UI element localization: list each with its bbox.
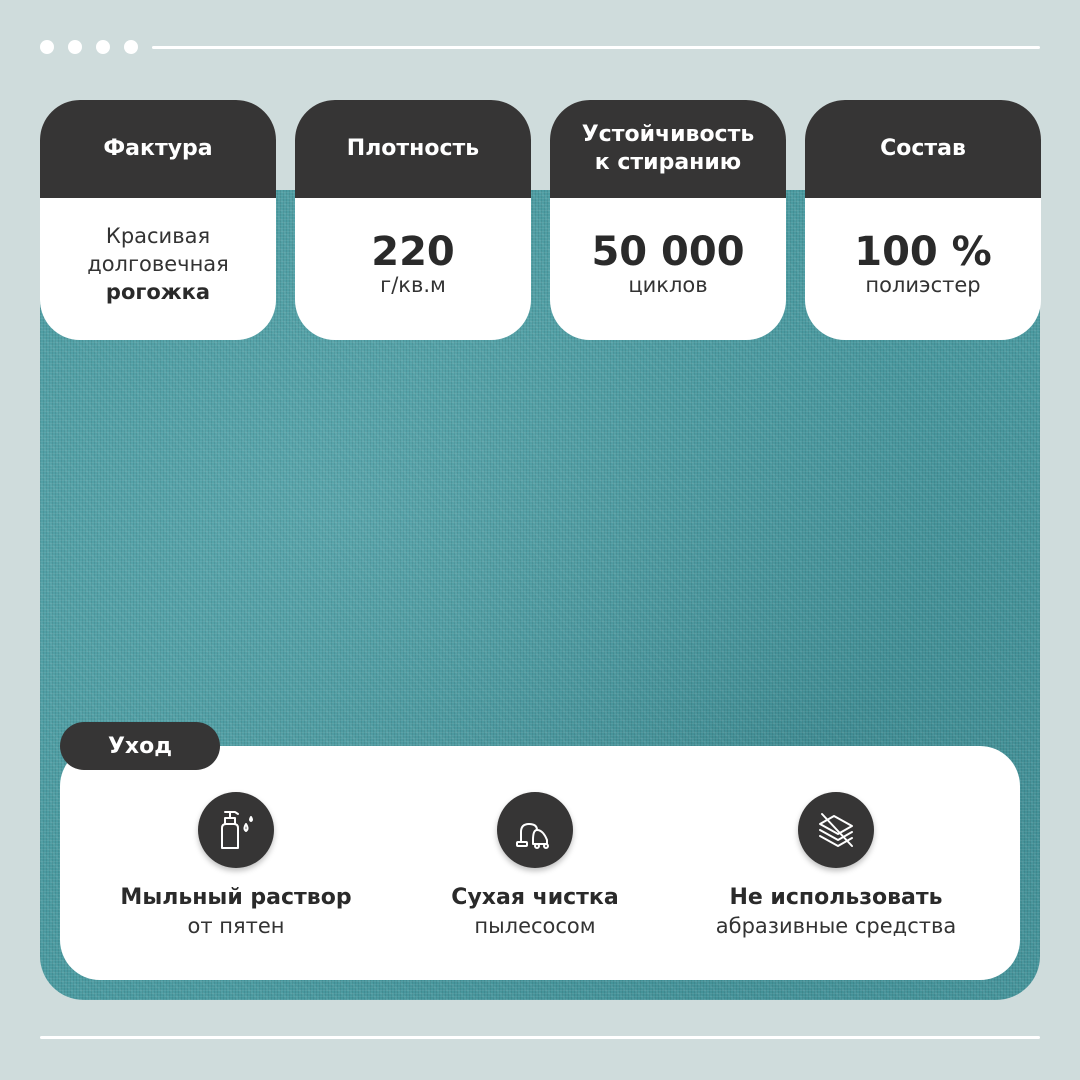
care-vacuum-sub: пылесосом xyxy=(474,914,596,938)
card-abrasion xyxy=(550,100,786,340)
card-texture xyxy=(40,100,276,340)
card-texture-line1: Красивая xyxy=(105,224,211,248)
card-texture-title: Фактура xyxy=(40,100,276,198)
card-abrasion-title-line2: к стиранию xyxy=(594,150,742,175)
care-item-vacuum xyxy=(375,792,695,940)
card-density xyxy=(295,100,531,340)
card-composition-value: 100 % xyxy=(854,229,992,275)
card-abrasion-title xyxy=(550,100,786,198)
decor-dots xyxy=(40,40,138,54)
care-item-soap xyxy=(76,792,396,940)
decor-dot xyxy=(124,40,138,54)
soap-bottle-icon xyxy=(198,792,274,868)
card-density-title: Плотность xyxy=(295,100,531,198)
card-texture-line3: рогожка xyxy=(105,280,211,304)
top-divider xyxy=(152,46,1040,49)
card-composition xyxy=(805,100,1041,340)
card-abrasion-unit: циклов xyxy=(628,273,708,297)
card-composition-body xyxy=(805,198,1041,340)
decor-dot xyxy=(96,40,110,54)
care-soap-title: Мыльный раствор xyxy=(120,885,352,910)
vacuum-cleaner-icon xyxy=(497,792,573,868)
care-no-abrasive-sub: абразивные средства xyxy=(715,914,957,938)
no-abrasive-icon xyxy=(798,792,874,868)
care-soap-sub: от пятен xyxy=(187,914,285,938)
card-abrasion-title-line1: Устойчивость xyxy=(581,122,755,147)
decor-dot xyxy=(40,40,54,54)
bottom-divider xyxy=(40,1036,1040,1039)
decor-dot xyxy=(68,40,82,54)
card-composition-title: Состав xyxy=(805,100,1041,198)
card-composition-unit: полиэстер xyxy=(865,273,981,297)
card-abrasion-value: 50 000 xyxy=(591,229,745,275)
card-density-body xyxy=(295,198,531,340)
care-tab: Уход xyxy=(60,722,220,770)
care-no-abrasive-title: Не использовать xyxy=(729,885,943,910)
care-item-no-abrasive xyxy=(676,792,996,940)
care-vacuum-title: Сухая чистка xyxy=(451,885,619,910)
card-density-value: 220 xyxy=(371,229,455,275)
card-density-unit: г/кв.м xyxy=(380,273,446,297)
card-texture-line2: долговечная xyxy=(87,252,229,276)
card-abrasion-body xyxy=(550,198,786,340)
card-texture-body xyxy=(40,198,276,340)
